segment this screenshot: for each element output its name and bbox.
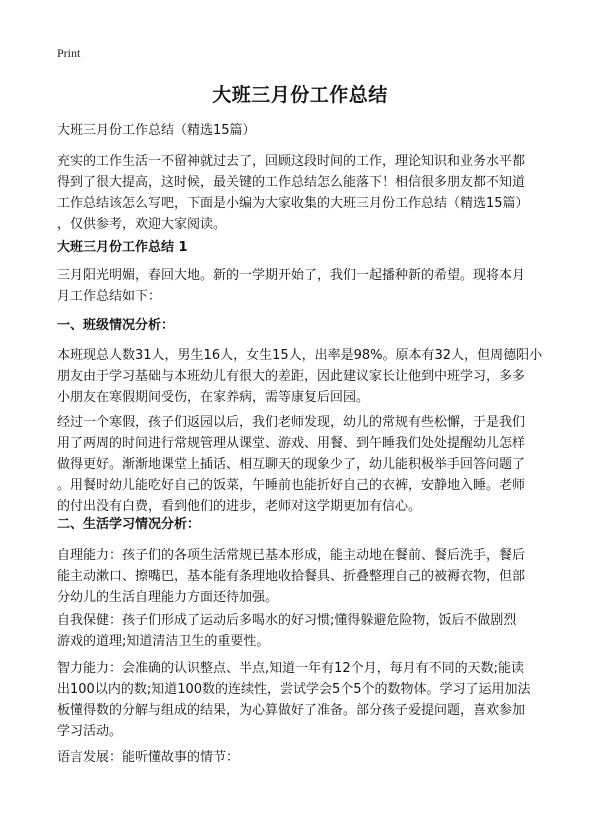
- self-health-paragraph: [57, 610, 550, 652]
- paragraph-line: 自理能力：孩子们的各项生活常规已基本形成，能主动地在餐前、餐后洗手，餐后: [57, 548, 526, 563]
- paragraph-line: 语言发展：能听懂故事的情节：: [57, 750, 240, 765]
- paragraph-line: 。用餐时幼儿能吃好自己的饭菜，午睡前也能折好自己的衣裤，安静地入睡。老师: [57, 478, 526, 493]
- paragraph-line: 得到了很大提高，这时候，最关键的工作总结怎么能落下！相信很多朋友都不知道: [57, 175, 526, 190]
- paragraph-line: 出100以内的数;知道100数的连续性，尝试学会5个5个的数物体。学习了运用加法: [57, 682, 531, 697]
- document-title: 大班三月份工作总结: [212, 84, 388, 106]
- subtitle-line: 大班三月份工作总结（精选15篇）: [57, 123, 256, 138]
- paragraph-line: 分幼儿的生活自理能力方面还待加强。: [57, 590, 279, 605]
- paragraph-line: 能主动漱口、擦嘴巴，基本能有条理地收拾餐具、折叠整理自己的被褥衣物，但部: [57, 569, 526, 584]
- paragraph-line: ，仅供参考，欢迎大家阅读。: [57, 217, 227, 232]
- paragraph-line: 本班现总人数31人，男生16人，女生15人，出率是98%。原本有32人，但周德阳小: [57, 348, 543, 363]
- document-subtitle: [57, 120, 550, 141]
- paragraph-line: 工作总结该怎么写吧，下面是小编为大家收集的大班三月份工作总结（精选15篇）: [57, 196, 529, 211]
- language-paragraph: [57, 747, 550, 768]
- paragraph-line: 经过一个寒假，孩子们返园以后，我们老师发现，幼儿的常规有些松懈，于是我们: [57, 415, 526, 430]
- heading-line: 一、班级情况分析：: [57, 318, 175, 333]
- paragraph-line: 智力能力：会准确的认识整点、半点,知道一年有12个月，每月有不同的天数;能读: [57, 661, 525, 676]
- paragraph-line: 学习活动。: [57, 724, 123, 739]
- heading-line: 二、生活学习情况分析：: [57, 517, 201, 532]
- section-title-line: 大班三月份工作总结 1: [57, 240, 188, 255]
- paragraph-line: 游戏的道理;知道清洁卫生的重要性。: [57, 634, 270, 649]
- class-analysis-heading: [57, 315, 550, 336]
- paragraph-line: 用了两周的时间进行常规管理从课堂、游戏、用餐、到午睡我们处处提醒幼儿怎样: [57, 436, 526, 451]
- intro-paragraph: [57, 151, 550, 235]
- paragraph-line: 做得更好。渐渐地课堂上插话、相互聊天的现象少了，幼儿能积极举手回答问题了: [57, 457, 526, 472]
- section-1-title: [57, 237, 550, 258]
- paragraph-line: 小朋友在寒假期间受伤，在家养病，需等康复后回园。: [57, 390, 370, 405]
- section-1-intro: [57, 265, 550, 307]
- paragraph-line: 板懂得数的分解与组成的结果，为心算做好了准备。部分孩子爱提问题，喜欢参加: [57, 703, 526, 718]
- routine-management-paragraph: [57, 412, 550, 517]
- print-label: Print: [57, 46, 81, 60]
- paragraph-line: 三月阳光明媚，春回大地。新的一学期开始了，我们一起播种新的希望。现将本月: [57, 268, 526, 283]
- paragraph-line: 自我保健：孩子们形成了运动后多喝水的好习惯;懂得躲避危险物，饭后不做剧烈: [57, 613, 517, 628]
- self-care-paragraph: [57, 545, 550, 608]
- paragraph-line: 充实的工作生活一不留神就过去了，回顾这段时间的工作，理论知识和业务水平都: [57, 154, 526, 169]
- intellect-paragraph: [57, 658, 550, 742]
- paragraph-line: 朋友由于学习基础与本班幼儿有很大的差距，因此建议家长让他到中班学习，多多: [57, 369, 526, 384]
- paragraph-line: 的付出没有白费，看到他们的进步，老师对这学期更加有信心。: [57, 499, 422, 514]
- paragraph-line: 月工作总结如下：: [57, 289, 162, 304]
- class-situation-paragraph: [57, 345, 550, 408]
- life-study-heading: [57, 514, 550, 535]
